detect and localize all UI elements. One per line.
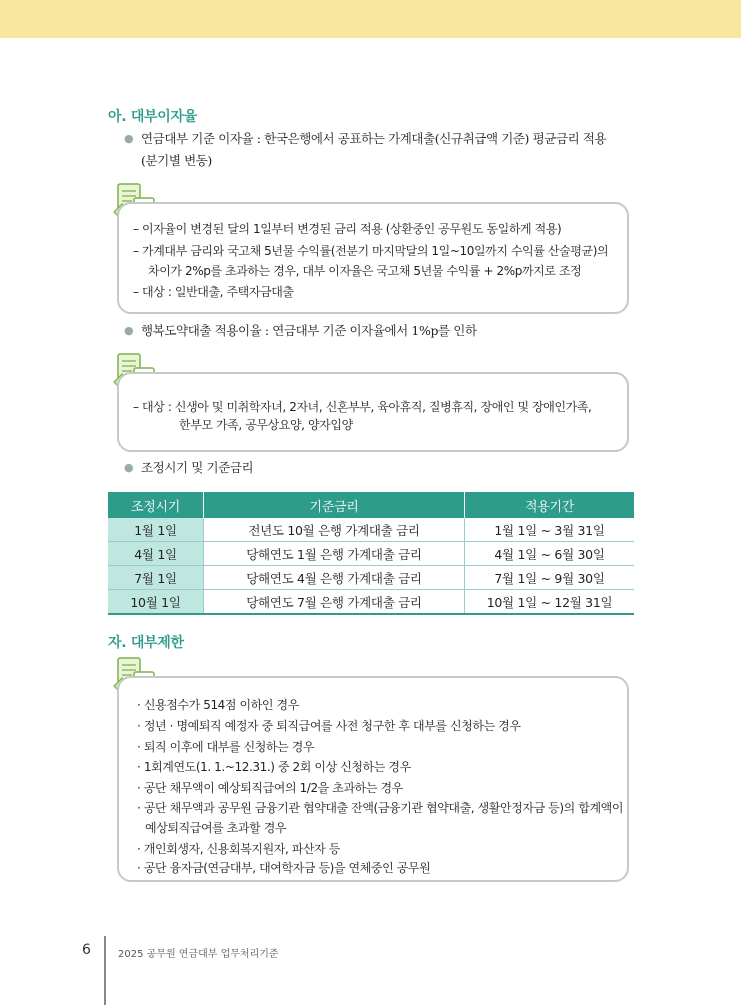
- table-cell: 4월 1일: [108, 542, 204, 566]
- restriction-item: · 1회계연도(1. 1.~12.31.) 중 2회 이상 신청하는 경우: [137, 760, 411, 774]
- note-line: – 대상 : 일반대출, 주택자금대출: [133, 285, 294, 299]
- note-line: – 가계대부 금리와 국고채 5년물 수익률(전분기 마지막달의 1일~10일까지 수익률 산술평균)의: [133, 244, 609, 258]
- restriction-item: · 공단 채무액이 예상퇴직급여의 1/2을 초과하는 경우: [137, 781, 403, 795]
- footer-divider: [104, 936, 106, 1005]
- note-box-rate-rules: [117, 202, 629, 314]
- bullet-dot-icon: ●: [124, 461, 134, 474]
- table-cell: 당해연도 1월 은행 가계대출 금리: [204, 542, 465, 566]
- column-header: 적용기간: [465, 492, 635, 518]
- restriction-item: · 신용점수가 514점 이하인 경우: [137, 698, 299, 712]
- note-box-happy-loan-target: [117, 372, 629, 452]
- table-cell: 10월 1일: [108, 590, 204, 615]
- page-number: 6: [82, 942, 91, 958]
- table-cell: 4월 1일 ~ 6월 30일: [465, 542, 635, 566]
- note-box-restrictions: [117, 676, 629, 882]
- bullet-text: 행복도약대출 적용이율 : 연금대부 기준 이자율에서 1%p를 인하: [141, 323, 477, 338]
- table-cell: 당해연도 7월 은행 가계대출 금리: [204, 590, 465, 615]
- column-header: 기준금리: [204, 492, 465, 518]
- note-line: 한부모 가족, 공무상요양, 양자입양: [179, 418, 353, 432]
- rate-schedule-table: [108, 492, 634, 615]
- column-header: 조정시기: [108, 492, 204, 518]
- restriction-item: · 개인회생자, 신용회복지원자, 파산자 등: [137, 842, 340, 856]
- restriction-item: · 공단 융자금(연금대부, 대여학자금 등)을 연체중인 공무원: [137, 861, 431, 875]
- footer-doc-title: 2025 공무원 연금대부 업무처리기준: [118, 949, 279, 960]
- table-row: [108, 590, 634, 615]
- note-line: – 대상 : 신생아 및 미취학자녀, 2자녀, 신혼부부, 육아휴직, 질병휴직, 장애인 및 장애인가족,: [133, 400, 592, 414]
- restriction-item: · 퇴직 이후에 대부를 신청하는 경우: [137, 740, 315, 754]
- bullet-dot-icon: ●: [124, 132, 134, 145]
- table-cell: 10월 1일 ~ 12월 31일: [465, 590, 635, 615]
- restriction-item: · 정년 · 명예퇴직 예정자 중 퇴직급여를 사전 청구한 후 대부를 신청하는 경우: [137, 719, 521, 733]
- table-cell: 7월 1일 ~ 9월 30일: [465, 566, 635, 590]
- bullet-dot-icon: ●: [124, 324, 134, 337]
- table-row: [108, 542, 634, 566]
- table-row: [108, 518, 634, 542]
- table-cell: 1월 1일: [108, 518, 204, 542]
- restriction-item: 예상퇴직급여를 초과할 경우: [145, 821, 287, 835]
- bullet-text: 조정시기 및 기준금리: [141, 460, 254, 475]
- note-line: 차이가 2%p를 초과하는 경우, 대부 이자율은 국고채 5년물 수익률 + 2%p까지로 조정: [148, 264, 582, 278]
- table-cell: 7월 1일: [108, 566, 204, 590]
- table-cell: 1월 1일 ~ 3월 31일: [465, 518, 635, 542]
- table-header-row: [108, 492, 634, 518]
- table-cell: 전년도 10월 은행 가계대출 금리: [204, 518, 465, 542]
- bullet-text: 연금대부 기준 이자율 : 한국은행에서 공표하는 가계대출(신규취급액 기준) 평균금리 적용: [141, 131, 607, 146]
- restriction-item: · 공단 채무액과 공무원 금융기관 협약대출 잔액(금융기관 협약대출, 생활안정자금 등)의 합계액이: [137, 801, 624, 815]
- section-title-loan-restriction: 자. 대부제한: [108, 635, 184, 651]
- table-cell: 당해연도 4월 은행 가계대출 금리: [204, 566, 465, 590]
- section-title-interest-rate: 아. 대부이자율: [108, 109, 197, 125]
- note-line: – 이자율이 변경된 달의 1일부터 변경된 금리 적용 (상환중인 공무원도 동일하게 적용): [133, 222, 562, 236]
- top-banner: [0, 0, 741, 38]
- bullet-text-cont: (분기별 변동): [141, 153, 212, 168]
- table-row: [108, 566, 634, 590]
